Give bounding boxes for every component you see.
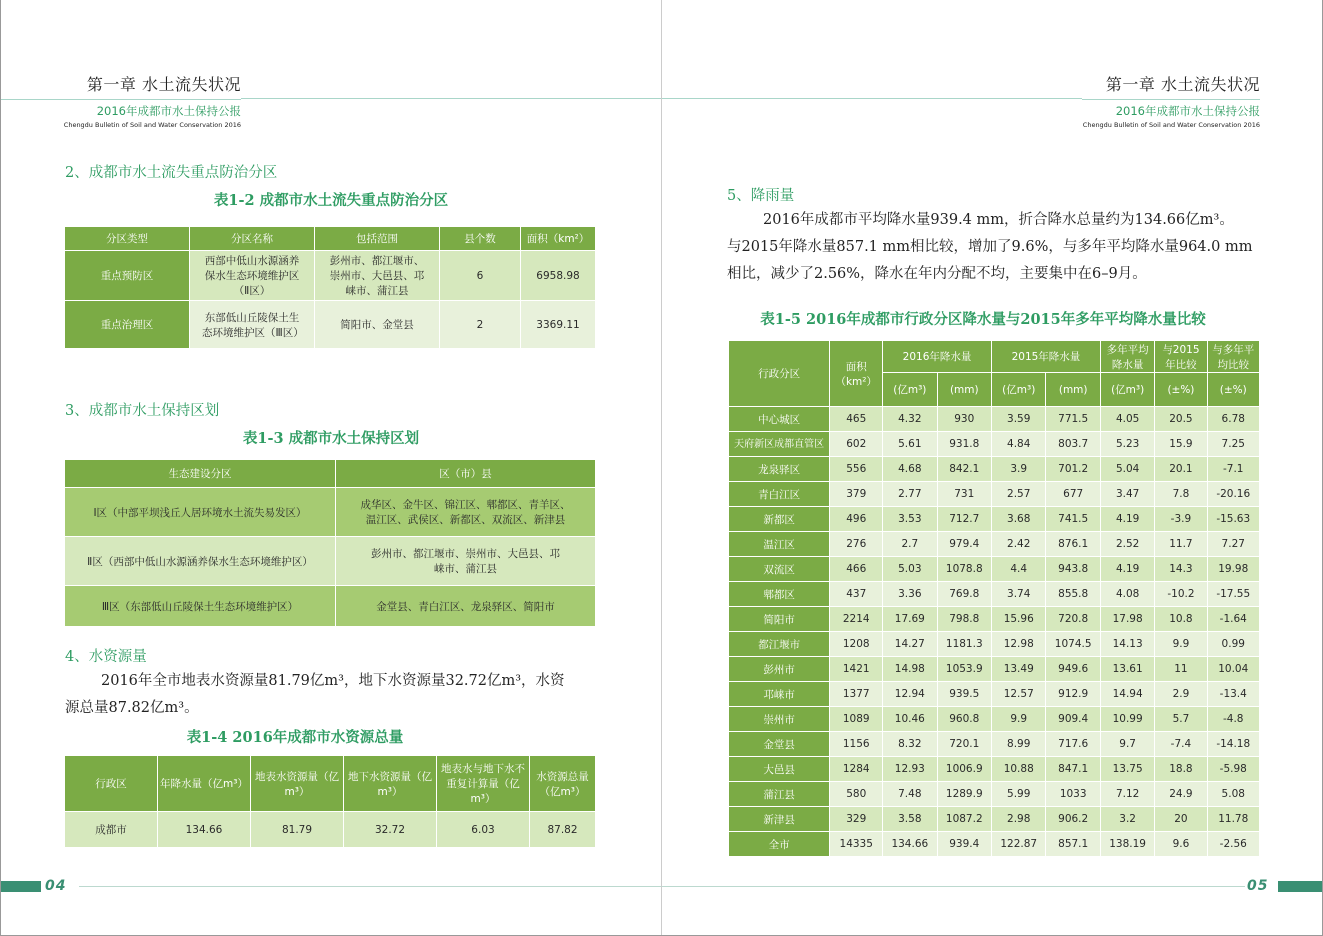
table-cell: 847.1	[1046, 757, 1100, 782]
table-cell: 741.5	[1046, 507, 1100, 532]
table-cell: 重点治理区	[65, 301, 190, 349]
table-cell: 19.98	[1207, 557, 1260, 582]
table-cell: 5.03	[883, 557, 937, 582]
table-cell: 东部低山丘陵保土生态环境维护区（Ⅲ区）	[190, 301, 315, 349]
district-name-cell: 新津县	[729, 807, 830, 832]
table-header-cell: 行政分区	[729, 341, 830, 407]
footer-rule	[79, 886, 661, 887]
table-row	[729, 432, 1260, 457]
table-cell: 769.8	[937, 582, 991, 607]
table-cell: 15.96	[992, 607, 1046, 632]
table-cell: 912.9	[1046, 682, 1100, 707]
page-number: 04	[45, 878, 67, 894]
table-row	[65, 537, 596, 586]
header-rule	[1082, 99, 1260, 100]
table-cell: 4.32	[883, 407, 937, 432]
district-name-cell: 郫都区	[729, 582, 830, 607]
table-cell: 329	[830, 807, 883, 832]
table-cell: 876.1	[1046, 532, 1100, 557]
bulletin-title-cn: 2016年成都市水土保持公报	[1115, 104, 1260, 118]
table-cell: 9.6	[1155, 832, 1207, 857]
table-cell: 11.78	[1207, 807, 1260, 832]
table-cell: -7.4	[1155, 732, 1207, 757]
table-cell: 2.42	[992, 532, 1046, 557]
table-row	[729, 507, 1260, 532]
table-cell: Ⅲ区（东部低山丘陵保土生态环境维护区）	[65, 586, 336, 627]
district-name-cell: 简阳市	[729, 607, 830, 632]
table-cell: 1087.2	[937, 807, 991, 832]
table-row	[729, 757, 1260, 782]
table-cell: 1006.9	[937, 757, 991, 782]
table-cell: 496	[830, 507, 883, 532]
table-cell: 10.88	[992, 757, 1046, 782]
table-cell: -7.1	[1207, 457, 1260, 482]
table-header-cell: 面积（km²）	[830, 341, 883, 407]
table-row	[729, 607, 1260, 632]
table-cell: 701.2	[1046, 457, 1100, 482]
table-header-cell: 县个数	[440, 227, 521, 251]
table-header-cell: 行政区	[65, 756, 158, 812]
table-cell: 803.7	[1046, 432, 1100, 457]
district-name-cell: 全市	[729, 832, 830, 857]
table-body	[729, 407, 1260, 857]
table-cell: 949.6	[1046, 657, 1100, 682]
table-caption: 表1-4 2016年成都市水资源总量	[186, 729, 404, 746]
table-cell: -3.9	[1155, 507, 1207, 532]
district-name-cell: 蒲江县	[729, 782, 830, 807]
table-1-5	[728, 340, 1260, 857]
table-row	[729, 407, 1260, 432]
table-cell: 彭州市、都江堰市、崇州市、大邑县、邛崃市、蒲江县	[336, 537, 596, 586]
table-cell: 556	[830, 457, 883, 482]
table-header-cell: 区（市）县	[336, 460, 596, 488]
page-number: 05	[1247, 878, 1269, 894]
district-name-cell: 天府新区成都直管区	[729, 432, 830, 457]
table-cell: 2.57	[992, 482, 1046, 507]
table-cell: 2.7	[883, 532, 937, 557]
table-cell: 5.04	[1100, 457, 1154, 482]
table-unit-cell: (mm)	[937, 373, 991, 407]
paragraph	[65, 668, 597, 722]
table-cell: 720.1	[937, 732, 991, 757]
table-header-cell: 地表水资源量（亿m³）	[251, 756, 344, 812]
table-cell: 1089	[830, 707, 883, 732]
paragraph-line: 2016年成都市平均降水量939.4 mm，折合降水总量约为134.66亿m³。	[763, 212, 1234, 228]
table-unit-cell: (±%)	[1207, 373, 1260, 407]
table-cell: 12.94	[883, 682, 937, 707]
table-row	[729, 732, 1260, 757]
table-cell: 成华区、金牛区、锦江区、郫都区、青羊区、温江区、武侯区、新都区、双流区、新津县	[336, 488, 596, 537]
table-cell: 2.98	[992, 807, 1046, 832]
table-cell: 1284	[830, 757, 883, 782]
table-cell: 17.69	[883, 607, 937, 632]
section-title: 5、降雨量	[727, 188, 795, 204]
table-cell: 24.9	[1155, 782, 1207, 807]
bulletin-title-en: Chengdu Bulletin of Soil and Water Conservation 2016	[63, 121, 241, 129]
table-cell: 1289.9	[937, 782, 991, 807]
table-unit-cell: (亿m³)	[883, 373, 937, 407]
table-cell: 3.9	[992, 457, 1046, 482]
district-name-cell: 崇州市	[729, 707, 830, 732]
table-caption: 表1-5 2016年成都市行政分区降水量与2015年多年平均降水量比较	[760, 311, 1206, 328]
table-cell: 1078.8	[937, 557, 991, 582]
table-cell: -20.16	[1207, 482, 1260, 507]
table-cell: 15.9	[1155, 432, 1207, 457]
table-header-cell: 分区类型	[65, 227, 190, 251]
table-cell: -17.55	[1207, 582, 1260, 607]
table-cell: 1033	[1046, 782, 1100, 807]
table-row	[729, 582, 1260, 607]
table-header-cell: 地下水资源量（亿m³）	[344, 756, 437, 812]
table-unit-cell: (±%)	[1155, 373, 1207, 407]
table-cell: 1074.5	[1046, 632, 1100, 657]
table-cell: 3.58	[883, 807, 937, 832]
header-rule	[1, 99, 241, 100]
table-cell: 931.8	[937, 432, 991, 457]
paragraph-line: 2016年全市地表水资源量81.79亿m³，地下水资源量32.72亿m³，水资	[101, 673, 565, 689]
chapter-title: 第一章 水土流失状况	[86, 75, 241, 94]
page-header-right	[662, 72, 1260, 129]
table-row	[729, 532, 1260, 557]
table-cell: 2	[440, 301, 521, 349]
table-cell: 87.82	[530, 812, 596, 848]
district-name-cell: 双流区	[729, 557, 830, 582]
table-cell: 134.66	[158, 812, 251, 848]
district-name-cell: 中心城区	[729, 407, 830, 432]
table-cell: 3.59	[992, 407, 1046, 432]
table-cell: 7.25	[1207, 432, 1260, 457]
table-cell: 906.2	[1046, 807, 1100, 832]
section-title: 2、成都市水土流失重点防治分区	[65, 165, 278, 181]
table-cell: 彭州市、都江堰市、崇州市、大邑县、邛崃市、蒲江县	[315, 251, 440, 301]
table-cell: -2.56	[1207, 832, 1260, 857]
table-cell: 5.08	[1207, 782, 1260, 807]
table-header-cell: 年降水量（亿m³）	[158, 756, 251, 812]
table-cell: 8.99	[992, 732, 1046, 757]
table-cell: 5.99	[992, 782, 1046, 807]
paragraph-line: 相比，减少了2.56%，降水在年内分配不均，主要集中在6–9月。	[727, 266, 1147, 282]
table-cell: 10.99	[1100, 707, 1154, 732]
table-cell: 6.03	[437, 812, 530, 848]
section-title: 4、水资源量	[65, 649, 147, 665]
table-cell: 4.05	[1100, 407, 1154, 432]
footer-bar	[1278, 881, 1322, 892]
table-cell: 20.5	[1155, 407, 1207, 432]
table-cell: 14.94	[1100, 682, 1154, 707]
table-unit-cell: (亿m³)	[992, 373, 1046, 407]
table-cell: 1181.3	[937, 632, 991, 657]
table-header-cell: 2016年降水量	[883, 341, 992, 373]
table-cell: 14.13	[1100, 632, 1154, 657]
district-name-cell: 邛崃市	[729, 682, 830, 707]
paragraph	[727, 207, 1267, 288]
table-cell: 11	[1155, 657, 1207, 682]
table-cell: 3.74	[992, 582, 1046, 607]
district-name-cell: 彭州市	[729, 657, 830, 682]
table-row	[729, 682, 1260, 707]
table-cell: 8.32	[883, 732, 937, 757]
table-cell: 712.7	[937, 507, 991, 532]
table-header-cell: 与2015年比较	[1155, 341, 1207, 373]
table-cell: 465	[830, 407, 883, 432]
table-cell: 842.1	[937, 457, 991, 482]
table-cell: 10.46	[883, 707, 937, 732]
table-caption: 表1-3 成都市水土保持区划	[242, 430, 420, 447]
district-name-cell: 大邑县	[729, 757, 830, 782]
table-cell: 3369.11	[521, 301, 596, 349]
table-cell: 1421	[830, 657, 883, 682]
table-cell: 7.8	[1155, 482, 1207, 507]
paragraph-line: 与2015年降水量857.1 mm相比较，增加了9.6%，与多年平均降水量964.0 mm	[727, 239, 1253, 255]
table-row	[729, 807, 1260, 832]
table-cell: 81.79	[251, 812, 344, 848]
table-cell: 276	[830, 532, 883, 557]
table-cell: 12.98	[992, 632, 1046, 657]
table-cell: 943.8	[1046, 557, 1100, 582]
table-cell: Ⅰ区（中部平坝浅丘人居环境水土流失易发区）	[65, 488, 336, 537]
table-cell: 18.8	[1155, 757, 1207, 782]
table-row	[729, 832, 1260, 857]
table-cell: 5.7	[1155, 707, 1207, 732]
table-header-cell: 多年平均降水量	[1100, 341, 1154, 373]
table-cell: 6958.98	[521, 251, 596, 301]
table-cell: Ⅱ区（西部中低山水源涵养保水生态环境维护区）	[65, 537, 336, 586]
table-cell: 2.52	[1100, 532, 1154, 557]
table-row	[729, 707, 1260, 732]
table-cell: 13.49	[992, 657, 1046, 682]
table-row	[65, 251, 596, 301]
table-cell: 134.66	[883, 832, 937, 857]
table-cell: 1377	[830, 682, 883, 707]
table-cell: 939.5	[937, 682, 991, 707]
district-name-cell: 新都区	[729, 507, 830, 532]
table-cell: 602	[830, 432, 883, 457]
page-header-left	[1, 72, 241, 129]
table-cell: 11.7	[1155, 532, 1207, 557]
table-cell: 6	[440, 251, 521, 301]
table-row	[65, 301, 596, 349]
table-cell: 2.77	[883, 482, 937, 507]
table-cell: 0.99	[1207, 632, 1260, 657]
table-cell: 7.48	[883, 782, 937, 807]
table-cell: 1053.9	[937, 657, 991, 682]
table-cell: 14.98	[883, 657, 937, 682]
table-cell: 138.19	[1100, 832, 1154, 857]
table-cell: 2214	[830, 607, 883, 632]
table-cell: 简阳市、金堂县	[315, 301, 440, 349]
table-cell: 4.19	[1100, 557, 1154, 582]
table-cell: -15.63	[1207, 507, 1260, 532]
table-cell: 3.68	[992, 507, 1046, 532]
bulletin-title-cn: 2016年成都市水土保持公报	[96, 104, 241, 118]
table-cell: 32.72	[344, 812, 437, 848]
table-cell: 20.1	[1155, 457, 1207, 482]
table-cell: 960.8	[937, 707, 991, 732]
table-caption: 表1-2 成都市水土流失重点防治分区	[213, 192, 449, 209]
table-row	[729, 482, 1260, 507]
table-row	[729, 782, 1260, 807]
table-header-cell: 2015年降水量	[992, 341, 1101, 373]
table-1-3	[64, 459, 596, 627]
table-row	[729, 557, 1260, 582]
district-name-cell: 温江区	[729, 532, 830, 557]
table-cell: 6.78	[1207, 407, 1260, 432]
table-row	[65, 586, 596, 627]
table-cell: 14.27	[883, 632, 937, 657]
table-cell: 10.8	[1155, 607, 1207, 632]
table-cell: -1.64	[1207, 607, 1260, 632]
chapter-title: 第一章 水土流失状况	[1105, 75, 1260, 94]
district-name-cell: 都江堰市	[729, 632, 830, 657]
paragraph-line: 源总量87.82亿m³。	[65, 700, 199, 716]
table-1-2	[64, 226, 596, 349]
table-cell: -14.18	[1207, 732, 1260, 757]
table-cell: 12.57	[992, 682, 1046, 707]
table-cell: 7.12	[1100, 782, 1154, 807]
table-row	[729, 457, 1260, 482]
table-cell: 930	[937, 407, 991, 432]
table-cell: 成都市	[65, 812, 158, 848]
table-cell: 4.68	[883, 457, 937, 482]
table-cell: 379	[830, 482, 883, 507]
table-cell: 720.8	[1046, 607, 1100, 632]
table-cell: 4.19	[1100, 507, 1154, 532]
table-row	[65, 488, 596, 537]
table-cell: -5.98	[1207, 757, 1260, 782]
footer-bar	[1, 881, 41, 892]
table-cell: 20	[1155, 807, 1207, 832]
table-cell: 3.2	[1100, 807, 1154, 832]
table-cell: 798.8	[937, 607, 991, 632]
table-cell: 3.47	[1100, 482, 1154, 507]
table-cell: 4.08	[1100, 582, 1154, 607]
table-cell: 12.93	[883, 757, 937, 782]
table-cell: 717.6	[1046, 732, 1100, 757]
table-cell: -10.2	[1155, 582, 1207, 607]
page-right	[662, 0, 1323, 936]
table-cell: 9.9	[992, 707, 1046, 732]
bulletin-title-en: Chengdu Bulletin of Soil and Water Conservation 2016	[1082, 121, 1260, 129]
header-rule-ext	[241, 98, 661, 99]
table-1-4	[64, 755, 596, 848]
table-header-cell: 面积（km²）	[521, 227, 596, 251]
table-header-cell: 分区名称	[190, 227, 315, 251]
table-header-cell: 生态建设分区	[65, 460, 336, 488]
table-row	[729, 632, 1260, 657]
table-cell: 1208	[830, 632, 883, 657]
table-cell: 731	[937, 482, 991, 507]
section-title: 3、成都市水土保持区划	[65, 403, 220, 419]
page-left	[0, 0, 661, 936]
table-cell: 5.61	[883, 432, 937, 457]
table-cell: 13.75	[1100, 757, 1154, 782]
table-cell: 14335	[830, 832, 883, 857]
district-name-cell: 金堂县	[729, 732, 830, 757]
table-cell: 14.3	[1155, 557, 1207, 582]
table-cell: 4.4	[992, 557, 1046, 582]
table-cell: 3.36	[883, 582, 937, 607]
table-cell: 3.53	[883, 507, 937, 532]
table-cell: 7.27	[1207, 532, 1260, 557]
table-cell: 重点预防区	[65, 251, 190, 301]
table-cell: 857.1	[1046, 832, 1100, 857]
table-cell: 9.9	[1155, 632, 1207, 657]
table-cell: 2.9	[1155, 682, 1207, 707]
table-cell: 西部中低山水源涵养保水生态环境维护区（Ⅱ区）	[190, 251, 315, 301]
table-cell: 9.7	[1100, 732, 1154, 757]
table-header-cell: 水资源总量（亿m³）	[530, 756, 596, 812]
table-cell: 580	[830, 782, 883, 807]
table-cell: 4.84	[992, 432, 1046, 457]
footer-rule	[662, 886, 1245, 887]
table-cell: -4.8	[1207, 707, 1260, 732]
table-cell: 17.98	[1100, 607, 1154, 632]
district-name-cell: 龙泉驿区	[729, 457, 830, 482]
table-header-cell: 与多年平均比较	[1207, 341, 1260, 373]
table-header-cell: 地表水与地下水不重复计算量（亿m³）	[437, 756, 530, 812]
table-cell: 10.04	[1207, 657, 1260, 682]
table-cell: -13.4	[1207, 682, 1260, 707]
table-cell: 5.23	[1100, 432, 1154, 457]
table-cell: 979.4	[937, 532, 991, 557]
table-cell: 1156	[830, 732, 883, 757]
table-unit-cell: (mm)	[1046, 373, 1100, 407]
table-cell: 677	[1046, 482, 1100, 507]
table-cell: 939.4	[937, 832, 991, 857]
district-name-cell: 青白江区	[729, 482, 830, 507]
table-row	[65, 812, 596, 848]
table-cell: 437	[830, 582, 883, 607]
table-row	[729, 657, 1260, 682]
table-cell: 金堂县、青白江区、龙泉驿区、简阳市	[336, 586, 596, 627]
table-cell: 855.8	[1046, 582, 1100, 607]
table-cell: 466	[830, 557, 883, 582]
table-header-cell: 包括范围	[315, 227, 440, 251]
table-cell: 122.87	[992, 832, 1046, 857]
table-cell: 13.61	[1100, 657, 1154, 682]
table-cell: 909.4	[1046, 707, 1100, 732]
table-cell: 771.5	[1046, 407, 1100, 432]
table-unit-cell: (亿m³)	[1100, 373, 1154, 407]
